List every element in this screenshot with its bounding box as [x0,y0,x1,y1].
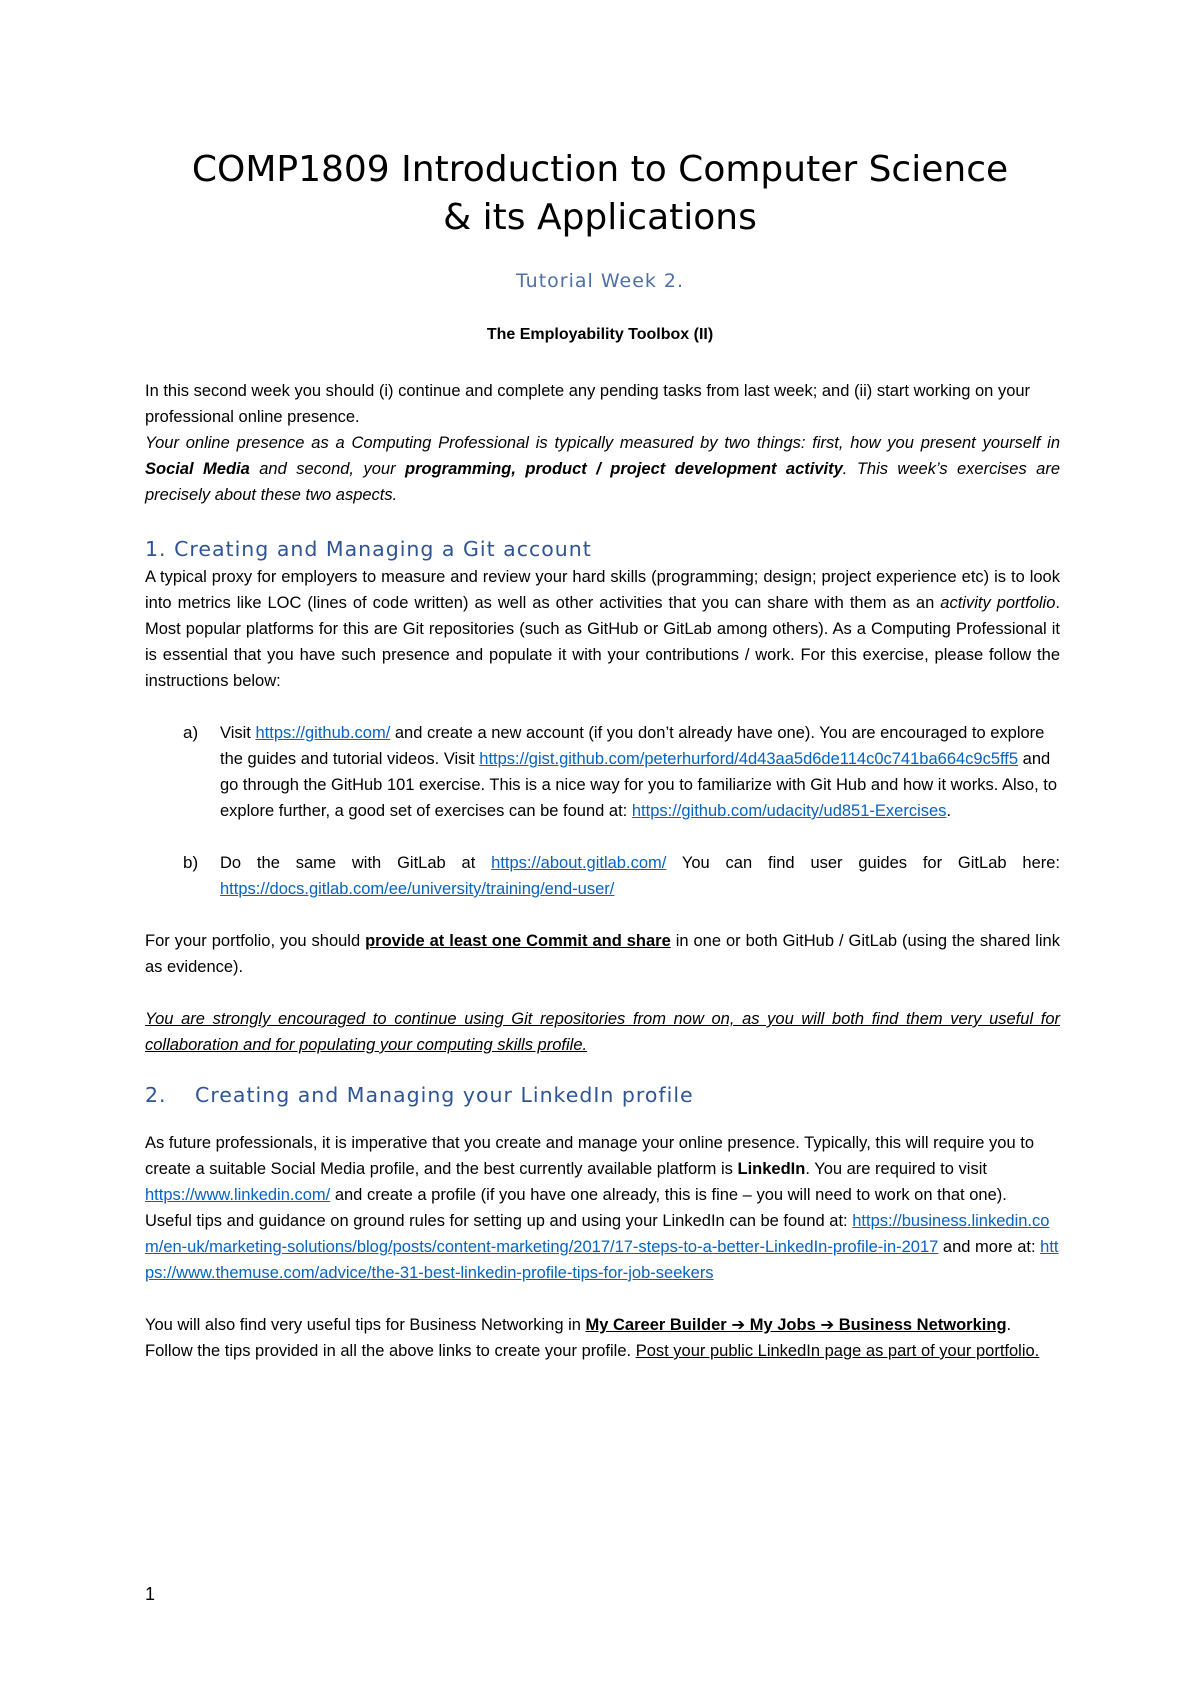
list-marker: a) [183,723,199,742]
section-1-paragraph: A typical proxy for employers to measure and review your hard skills (programming; design; project experience etc) is to look into metrics like LOC (lines of code written) as well as other activities that you can share with them as an activity portfolio. Most popular platforms for this are Git repositories (such as GitHub or GitLab among others). As a Computing Professional it is essential that you have such presence and populate it with your contributions / work. For this exercise, please follow the instructions below: [145,568,1060,690]
linkedin-link[interactable]: https://www.linkedin.com/ [145,1186,331,1204]
document-title: COMP1809 Introduction to Computer Science & its Applications [191,149,1009,238]
gitlab-docs-link[interactable]: https://docs.gitlab.com/ee/university/training/end-user/ [220,880,615,898]
section-2-paragraph-2: Useful tips and guidance on ground rules for setting up and using your LinkedIn can be found at: https://business.linkedin.com/en-uk/marketing-solutions/blog/posts/content-marketing/2017/17-steps-to-a-better-LinkedIn-profile-in-2017 and more at: https://www.themuse.com/advice/the-31-best-linkedin-profile-tips-for-job-seekers [145,1212,1059,1282]
gist-link[interactable]: https://gist.github.com/peterhurford/4d43aa5d6de114c0c741ba664c9c5ff5 [479,750,1019,768]
udacity-exercises-link[interactable]: https://github.com/udacity/ud851-Exercises [631,802,947,820]
themuse-link[interactable]: https://www.themuse.com/advice/the-31-best-linkedin-profile-tips-for-job-seekers [145,1238,1059,1282]
section-2-paragraph-1: As future professionals, it is imperative that you create and manage your online presence. Typically, this will require you to create a suitable Social Media profile, and the best currently available platform is LinkedIn. You are required to visit https://www.linkedin.com/ and create a profile (if you have one already, this is fine – you will need to work on that one). [145,1134,1035,1204]
gitlab-link[interactable]: https://about.gitlab.com/ [491,854,667,872]
portfolio-paragraph: For your portfolio, you should provide at least one Commit and share in one or both GitHub / GitLab (using the shared link as evidence). [145,932,1060,976]
document-body [145,378,1060,1364]
intro-paragraph: In this second week you should (i) continue and complete any pending tasks from last week; and (ii) start working on your professional online presence. [145,382,1031,426]
section-2-paragraph-3: You will also find very useful tips for Business Networking in My Career Builder ➔ My Jobs ➔ Business Networking. Follow the tips provided in all the above links to create your profile. Post your public LinkedIn page as part of your portfolio. [145,1316,1040,1360]
list-marker: b) [183,853,199,872]
toolbox-heading: The Employability Toolbox (II) [486,326,714,343]
linkedin-tips-link[interactable]: https://business.linkedin.com/en-uk/marketing-solutions/blog/posts/content-marketing/2017/17-steps-to-a-better-LinkedIn-profile-in-2017 [145,1212,1050,1256]
career-builder-path: My Career Builder ➔ My Jobs ➔ Business Networking [585,1316,1007,1334]
subtitle: Tutorial Week 2. [515,270,685,292]
github-link[interactable]: https://github.com/ [255,724,391,742]
list-item-b: b) Do the same with GitLab at https://about.gitlab.com/ You can find user guides for GitLab here: https://docs.gitlab.com/ee/university/training/end-user/ [145,850,1060,902]
section-2-heading: 2. Creating and Managing your LinkedIn profile [145,1083,694,1107]
instructions-list [145,720,1060,902]
page-number: 1 [145,1584,156,1604]
list-item-a: a) Visit https://github.com/ and create a new account (if you don’t already have one). You are encouraged to explore the guides and tutorial videos. Visit https://gist.github.com/peterhurford/4d43aa5d6de114c0c741ba664c9c5ff5 and go through the GitHub 101 exercise. This is a nice way for you to familiarize with Git Hub and how it works. Also, to explore further, a good set of exercises can be found at: https://github.com/udacity/ud851-Exercises. [145,720,1060,824]
encouragement-paragraph: You are strongly encouraged to continue using Git repositories from now on, as you will both find them very useful for collaboration and for populating your computing skills profile. [145,1010,1060,1054]
intro-italic-paragraph: Your online presence as a Computing Professional is typically measured by two things: first, how you present yourself in Social Media and second, your programming, product / project development activity. This week’s exercises are precisely about these two aspects. [145,434,1060,504]
section-1-heading: 1. Creating and Managing a Git account [145,537,592,561]
